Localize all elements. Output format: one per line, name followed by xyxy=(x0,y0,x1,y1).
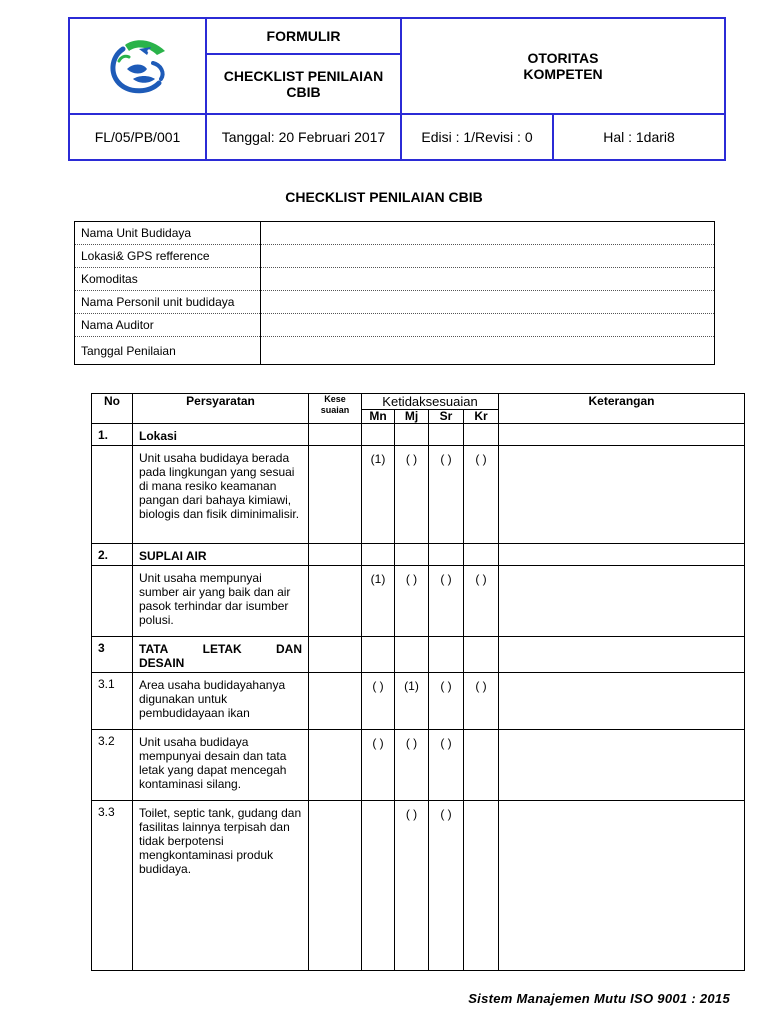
section-title-line2: DESAIN xyxy=(139,656,185,670)
notes-cell[interactable] xyxy=(499,673,745,730)
header-nonconformity: Ketidaksesuaian xyxy=(362,394,499,410)
section-title-word: DAN xyxy=(276,642,302,656)
section-title: Lokasi xyxy=(133,424,309,446)
info-label: Nama Auditor xyxy=(75,314,261,337)
info-row xyxy=(75,337,715,365)
info-table xyxy=(74,221,715,365)
table-row xyxy=(92,730,745,801)
info-value[interactable] xyxy=(261,337,715,365)
header-sr: Sr xyxy=(429,410,464,424)
info-value[interactable] xyxy=(261,268,715,291)
item-number: 3.1 xyxy=(92,673,133,730)
header-requirement: Persyaratan xyxy=(133,394,309,424)
info-value[interactable] xyxy=(261,291,715,314)
mark-sr[interactable]: ( ) xyxy=(429,673,464,730)
section-number: 2. xyxy=(92,544,133,566)
footer-iso: Sistem Manajemen Mutu ISO 9001 : 2015 xyxy=(468,991,730,1006)
logo-cell xyxy=(69,18,206,114)
mark-mj[interactable]: ( ) xyxy=(395,730,429,801)
mark-kr[interactable]: ( ) xyxy=(464,446,499,544)
mark-kr[interactable] xyxy=(464,801,499,971)
requirement-text: Unit usaha budidaya berada pada lingkungan yang sesuai di mana resiko keamanan pangan dari bahaya kimiawi, biologis dan fisik diminimalisir. xyxy=(133,446,309,544)
table-row xyxy=(92,673,745,730)
header-mn: Mn xyxy=(362,410,395,424)
section-row xyxy=(92,424,745,446)
info-value[interactable] xyxy=(261,314,715,337)
header-no: No xyxy=(92,394,133,424)
info-label: Nama Personil unit budidaya xyxy=(75,291,261,314)
header-conformity xyxy=(309,394,362,424)
doc-number: FL/05/PB/001 xyxy=(69,114,206,160)
doc-page: Hal : 1dari8 xyxy=(553,114,725,160)
mark-mj[interactable]: (1) xyxy=(395,673,429,730)
header-notes: Keterangan xyxy=(499,394,745,424)
info-row xyxy=(75,291,715,314)
document-header xyxy=(68,17,726,161)
authority-cell xyxy=(401,18,725,114)
mark-mn[interactable]: (1) xyxy=(362,566,395,637)
mark-kr[interactable]: ( ) xyxy=(464,673,499,730)
mark-mn[interactable]: (1) xyxy=(362,446,395,544)
doc-edition: Edisi : 1/Revisi : 0 xyxy=(401,114,553,160)
item-number: 3.2 xyxy=(92,730,133,801)
table-row xyxy=(92,566,745,637)
mark-mj[interactable]: ( ) xyxy=(395,446,429,544)
section-row xyxy=(92,544,745,566)
info-value[interactable] xyxy=(261,222,715,245)
authority-line-1: OTORITAS xyxy=(527,50,599,66)
header-conformity-line1: Kese xyxy=(324,394,346,404)
mark-mj[interactable]: ( ) xyxy=(395,566,429,637)
requirement-text: Unit usaha budidaya mempunyai desain dan tata letak yang dapat mencegah kontaminasi silang. xyxy=(133,730,309,801)
info-row xyxy=(75,314,715,337)
checklist-table xyxy=(91,393,745,971)
table-row xyxy=(92,801,745,971)
notes-cell[interactable] xyxy=(499,566,745,637)
mark-mn[interactable]: ( ) xyxy=(362,730,395,801)
mark-kr[interactable] xyxy=(464,730,499,801)
mark-sr[interactable]: ( ) xyxy=(429,446,464,544)
info-label: Nama Unit Budidaya xyxy=(75,222,261,245)
info-value[interactable] xyxy=(261,245,715,268)
mark-mn[interactable] xyxy=(362,801,395,971)
section-row xyxy=(92,637,745,673)
header-conformity-line2: suaian xyxy=(320,405,350,415)
section-title-word: TATA xyxy=(139,642,169,656)
info-row xyxy=(75,222,715,245)
mark-sr[interactable]: ( ) xyxy=(429,730,464,801)
mark-mn[interactable]: ( ) xyxy=(362,673,395,730)
mark-mj[interactable]: ( ) xyxy=(395,801,429,971)
requirement-text: Area usaha budidayahanya digunakan untuk pembudidayaan ikan xyxy=(133,673,309,730)
section-title-word: LETAK xyxy=(202,642,242,656)
notes-cell[interactable] xyxy=(499,730,745,801)
header-kr: Kr xyxy=(464,410,499,424)
info-label: Tanggal Penilaian xyxy=(75,337,261,365)
table-row xyxy=(92,446,745,544)
info-row xyxy=(75,245,715,268)
section-title xyxy=(133,637,309,673)
section-number: 1. xyxy=(92,424,133,446)
section-title: SUPLAI AIR xyxy=(133,544,309,566)
mark-sr[interactable]: ( ) xyxy=(429,566,464,637)
mark-kr[interactable]: ( ) xyxy=(464,566,499,637)
authority-line-2: KOMPETEN xyxy=(523,66,603,82)
info-row xyxy=(75,268,715,291)
doc-date: Tanggal: 20 Februari 2017 xyxy=(206,114,401,160)
item-number: 3.3 xyxy=(92,801,133,971)
mark-sr[interactable]: ( ) xyxy=(429,801,464,971)
page-title: CHECKLIST PENILAIAN CBIB xyxy=(285,189,483,205)
header-mj: Mj xyxy=(395,410,429,424)
info-label: Komoditas xyxy=(75,268,261,291)
requirement-text: Toilet, septic tank, gudang dan fasilitas lainnya terpisah dan tidak berpotensi mengkontaminasi produk budidaya. xyxy=(133,801,309,971)
requirement-text: Unit usaha mempunyai sumber air yang baik dan air pasok terhindar dar isumber polusi. xyxy=(133,566,309,637)
form-label: FORMULIR xyxy=(206,18,401,54)
notes-cell[interactable] xyxy=(499,801,745,971)
fisheries-logo-icon xyxy=(103,35,173,97)
info-label: Lokasi& GPS refference xyxy=(75,245,261,268)
form-title: CHECKLIST PENILAIAN CBIB xyxy=(206,54,401,114)
section-number: 3 xyxy=(92,637,133,673)
notes-cell[interactable] xyxy=(499,446,745,544)
